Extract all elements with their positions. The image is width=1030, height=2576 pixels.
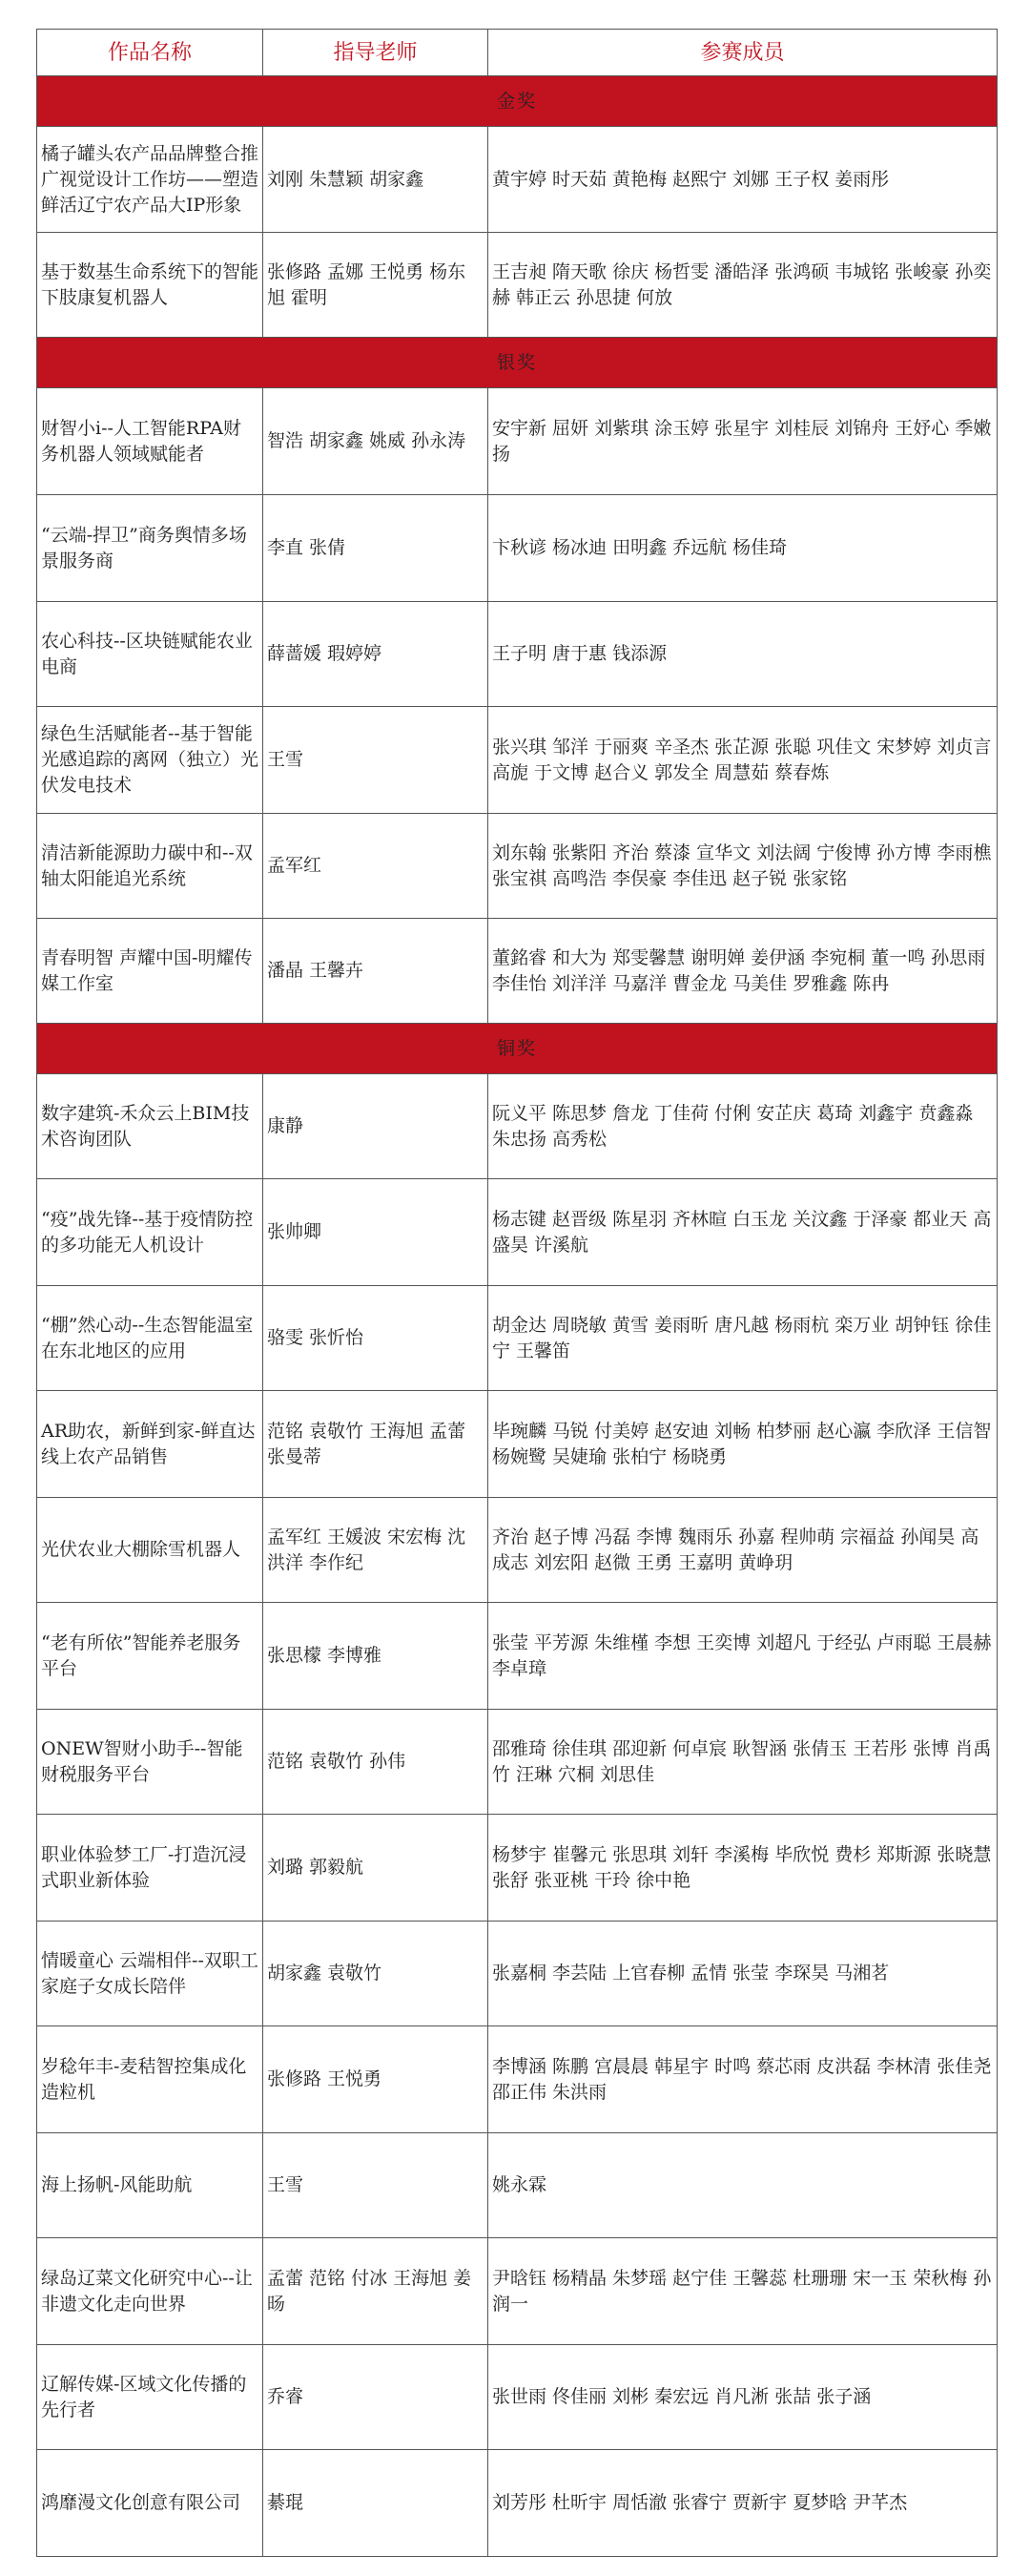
entry-name: 海上扬帆-风能助航 [37,2133,263,2238]
entry-teacher: 孟蕾 范铭 付冰 王海旭 姜旸 [263,2238,488,2345]
entry-members: 李博涵 陈鹏 宫晨晨 韩星宇 时鸣 蔡芯雨 皮洪磊 李林清 张佳尧 邵正伟 朱洪雨 [488,2026,998,2133]
entry-name: 数字建筑-禾众云上BIM技术咨询团队 [37,1074,263,1179]
entry-members: 张兴琪 邹洋 于丽爽 辛圣杰 张芷源 张聪 巩佳文 宋梦婷 刘贞言 高旎 于文博 赵合义 郭发全 周慧茹 蔡春炼 [488,707,998,814]
entry-teacher: 綦琨 [263,2450,488,2557]
entry-members: 张世雨 佟佳丽 刘彬 秦宏远 肖凡淅 张喆 张子涵 [488,2345,998,2450]
entry-members: 阮义平 陈思梦 詹龙 丁佳荷 付俐 安芷庆 葛琦 刘鑫宇 贲鑫淼 朱忠扬 高秀松 [488,1074,998,1179]
entry-teacher: 张思檬 李博雅 [263,1603,488,1710]
table-row [37,388,998,495]
entry-members: 齐治 赵子博 冯磊 李博 魏雨乐 孙嘉 程帅萌 宗福益 孙闻昊 高成志 刘宏阳 赵微 王勇 王嘉明 黄峥玥 [488,1498,998,1603]
entry-teacher: 刘刚 朱慧颖 胡家鑫 [263,127,488,233]
table-row [37,1603,998,1710]
entry-teacher: 张修路 孟娜 王悦勇 杨东旭 霍明 [263,233,488,338]
entry-name: 鸿靡漫文化创意有限公司 [37,2450,263,2557]
entry-name: 光伏农业大棚除雪机器人 [37,1498,263,1603]
table-row [37,2238,998,2345]
entry-teacher: 刘璐 郭毅航 [263,1815,488,1922]
section-bronze [37,1024,998,1074]
entry-name: 情暖童心 云端相伴--双职工家庭子女成长陪伴 [37,1922,263,2026]
entry-teacher: 张帅卿 [263,1179,488,1286]
entry-name: 职业体验梦工厂-打造沉浸式职业新体验 [37,1815,263,1922]
entry-teacher: 潘晶 王馨卉 [263,919,488,1024]
entry-members: 胡金达 周晓敏 黄雪 姜雨昕 唐凡越 杨雨杭 栾万业 胡钟钰 徐佳宁 王馨笛 [488,1286,998,1391]
entry-name: 绿岛辽菜文化研究中心--让非遗文化走向世界 [37,2238,263,2345]
table-row [37,1815,998,1922]
entry-members: 黄宇婷 时天茹 黄艳梅 赵熙宁 刘娜 王子权 姜雨彤 [488,127,998,233]
entry-name: “云端-捍卫”商务舆情多场景服务商 [37,495,263,602]
entry-teacher: 胡家鑫 袁敬竹 [263,1922,488,2026]
section-title: 银奖 [37,338,998,388]
table-row [37,2133,998,2238]
entry-members: 安宇新 屈妍 刘紫琪 涂玉婷 张星宇 刘桂辰 刘锦舟 王妤心 季嫩扬 [488,388,998,495]
entry-teacher: 康静 [263,1074,488,1179]
table-row [37,814,998,919]
entry-name: “疫”战先锋--基于疫情防控的多功能无人机设计 [37,1179,263,1286]
table-row [37,2026,998,2133]
section-title: 金奖 [37,76,998,127]
entry-teacher: 乔睿 [263,2345,488,2450]
entry-name: 清洁新能源助力碳中和--双轴太阳能追光系统 [37,814,263,919]
entry-members: 杨志键 赵晋级 陈星羽 齐林暄 白玉龙 关汶鑫 于泽豪 都业天 高盛昊 许溪航 [488,1179,998,1286]
table-row [37,1074,998,1179]
entry-name: 财智小i--人工智能RPA财务机器人领域赋能者 [37,388,263,495]
header-teacher: 指导老师 [263,30,488,76]
entry-teacher: 张修路 王悦勇 [263,2026,488,2133]
entry-members: 尹晗钰 杨精晶 朱梦瑶 赵宁佳 王馨蕊 杜珊珊 宋一玉 荣秋梅 孙润一 [488,2238,998,2345]
table-row [37,602,998,707]
entry-name: 辽解传媒-区域文化传播的先行者 [37,2345,263,2450]
table-row [37,1922,998,2026]
entry-members: 王吉昶 隋天歌 徐庆 杨哲雯 潘皓泽 张鸿硕 韦城铭 张峻豪 孙奕赫 韩正云 孙思捷 何放 [488,233,998,338]
table-row [37,127,998,233]
entry-teacher: 王雪 [263,2133,488,2238]
entry-teacher: 李直 张倩 [263,495,488,602]
entry-name: 青春明智 声耀中国-明耀传媒工作室 [37,919,263,1024]
table-row [37,1391,998,1498]
header-row [37,30,998,76]
entry-teacher: 智浩 胡家鑫 姚威 孙永涛 [263,388,488,495]
table-row [37,919,998,1024]
entry-members: 王子明 唐于惠 钱添源 [488,602,998,707]
entry-name: 绿色生活赋能者--基于智能光感追踪的离网（独立）光伏发电技术 [37,707,263,814]
table-row [37,1710,998,1815]
table-row [37,2345,998,2450]
section-title: 铜奖 [37,1024,998,1074]
entry-teacher: 范铭 袁敬竹 孙伟 [263,1710,488,1815]
entry-name: AR助农，新鲜到家-鲜直达线上农产品销售 [37,1391,263,1498]
table-row [37,1498,998,1603]
entry-teacher: 范铭 袁敬竹 王海旭 孟蕾 张曼蒂 [263,1391,488,1498]
entry-teacher: 孟军红 [263,814,488,919]
entry-members: 张莹 平芳源 朱维槿 李想 王奕博 刘超凡 于经弘 卢雨聪 王晨赫 李卓璋 [488,1603,998,1710]
header-name: 作品名称 [37,30,263,76]
entry-members: 董銘睿 和大为 郑雯馨慧 谢明婵 姜伊涵 李宛桐 董一鸣 孙思雨 李佳怡 刘洋洋 马嘉洋 曹金龙 马美佳 罗雅鑫 陈冉 [488,919,998,1024]
table-row [37,707,998,814]
section-silver [37,338,998,388]
table-row [37,1179,998,1286]
table-row [37,1286,998,1391]
table-row [37,2450,998,2557]
entry-name: 农心科技--区块链赋能农业电商 [37,602,263,707]
entry-members: 刘东翰 张紫阳 齐治 蔡漆 宣华文 刘法阔 宁俊博 孙方博 李雨樵 张宝祺 高鸣浩 李俣豪 李佳迅 赵子锐 张家铭 [488,814,998,919]
entry-members: 刘芳彤 杜昕宇 周恬澈 张睿宁 贾新宇 夏梦晗 尹芊杰 [488,2450,998,2557]
entry-members: 姚永霖 [488,2133,998,2238]
entry-members: 邵雅琦 徐佳琪 邵迎新 何卓宸 耿智涵 张倩玉 王若彤 张博 肖禹竹 汪琳 穴桐 刘思佳 [488,1710,998,1815]
table-row [37,233,998,338]
entry-teacher: 王雪 [263,707,488,814]
entry-name: “棚”然心动--生态智能温室在东北地区的应用 [37,1286,263,1391]
entry-teacher: 骆雯 张忻怡 [263,1286,488,1391]
entry-members: 张嘉桐 李芸陆 上官春柳 孟情 张莹 李琛昊 马湘茗 [488,1922,998,2026]
awards-table [36,29,998,2557]
header-members: 参赛成员 [488,30,998,76]
entry-name: 岁稔年丰-麦秸智控集成化造粒机 [37,2026,263,2133]
entry-name: 基于数基生命系统下的智能下肢康复机器人 [37,233,263,338]
table-row [37,495,998,602]
entry-name: ONEW智财小助手--智能财税服务平台 [37,1710,263,1815]
entry-teacher: 孟军红 王媛波 宋宏梅 沈洪洋 李作纪 [263,1498,488,1603]
entry-name: 橘子罐头农产品品牌整合推广视觉设计工作坊——塑造鲜活辽宁农产品大IP形象 [37,127,263,233]
entry-teacher: 薛蔷媛 瑕婷婷 [263,602,488,707]
section-gold [37,76,998,127]
entry-name: “老有所依”智能养老服务平台 [37,1603,263,1710]
entry-members: 卞秋谚 杨冰迪 田明鑫 乔远航 杨佳琦 [488,495,998,602]
entry-members: 杨梦宇 崔馨元 张思琪 刘轩 李溪梅 毕欣悦 费杉 郑斯源 张晓慧 张舒 张亚桃 干玲 徐中艳 [488,1815,998,1922]
entry-members: 毕琬麟 马锐 付美婷 赵安迪 刘畅 柏梦丽 赵心瀛 李欣泽 王信智 杨婉鹭 吴婕瑜 张柏宁 杨晓勇 [488,1391,998,1498]
